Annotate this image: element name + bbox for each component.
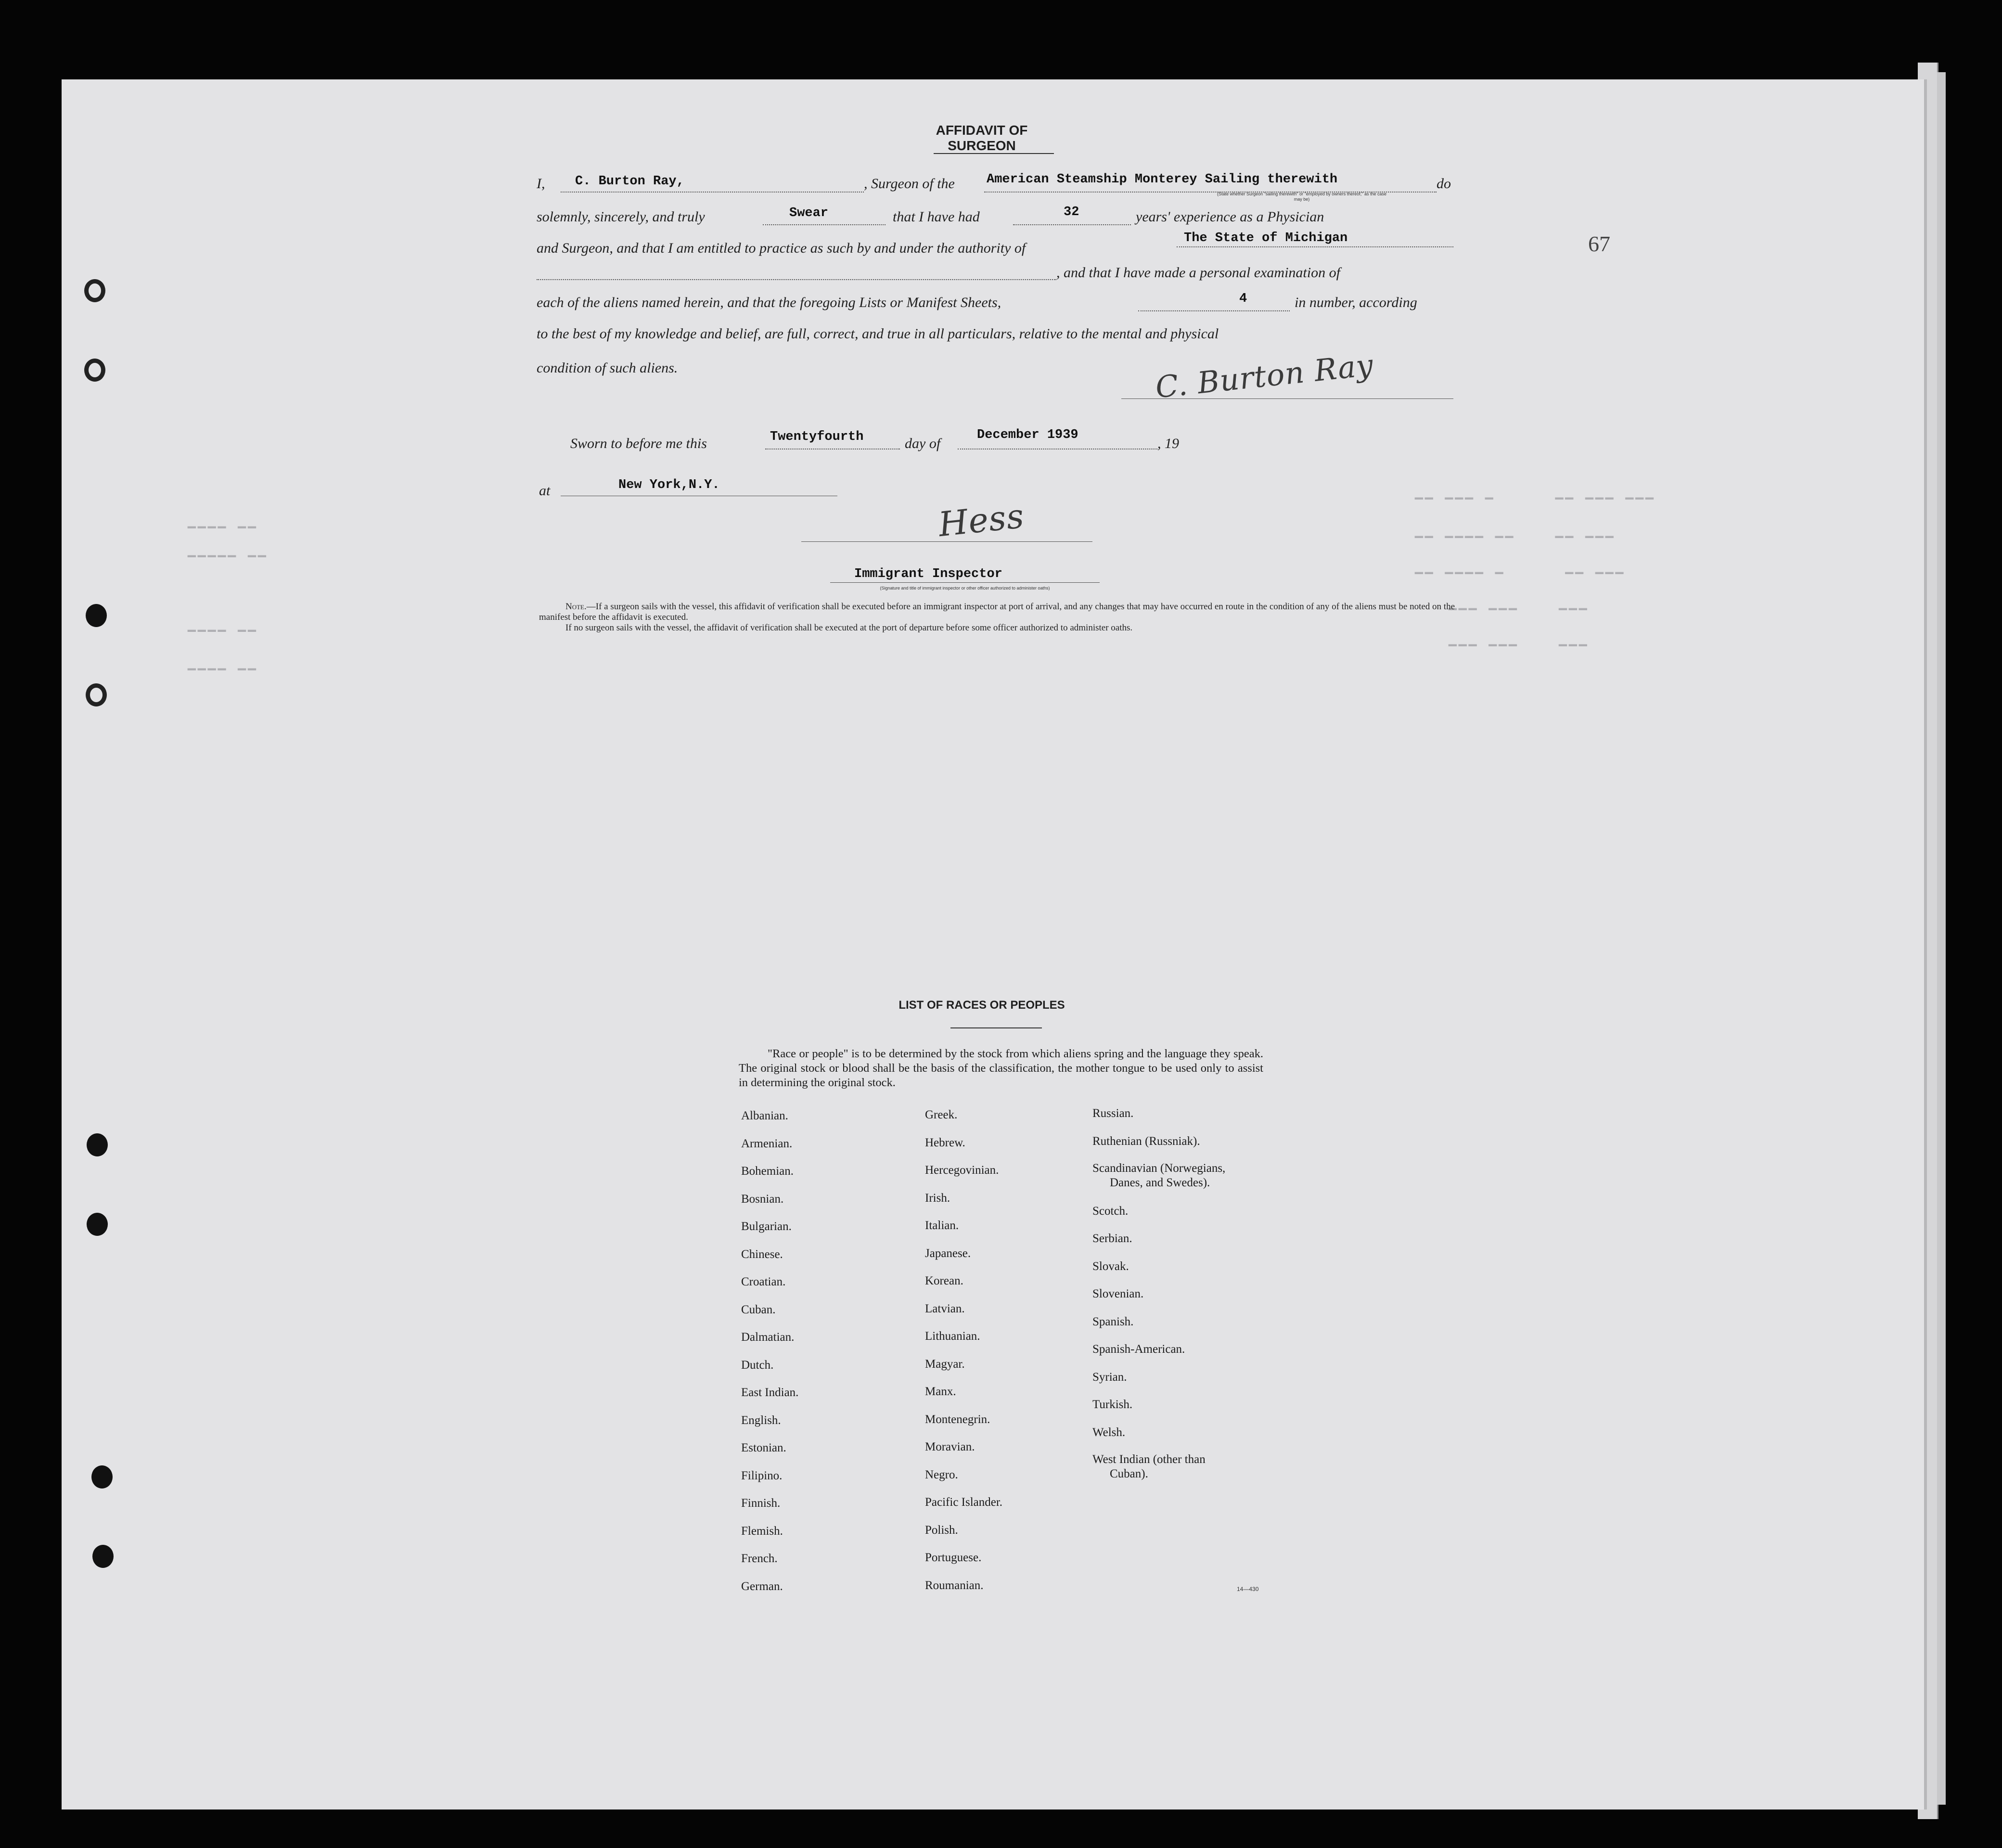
race-item: Filipino. — [741, 1469, 783, 1482]
race-item: Slovenian. — [1092, 1287, 1144, 1300]
sworn-place: New York,N.Y. — [618, 478, 720, 492]
race-item: Scotch. — [1092, 1204, 1129, 1218]
race-item: Hebrew. — [925, 1136, 965, 1149]
affidavit-text: do — [1437, 176, 1451, 192]
race-item: Magyar. — [925, 1357, 965, 1371]
punch-hole — [86, 604, 107, 627]
bleed-through: ▁▁▁▁ ▁▁ — [188, 656, 258, 671]
race-item: Moravian. — [925, 1440, 975, 1453]
vessel-caption: (State whether Surgeon "sailing therewith" or "employed by owners thereof," as the case may be) — [1217, 192, 1386, 202]
surgeon-signature: C. Burton Ray — [1154, 347, 1375, 405]
affidavit-note — [539, 602, 1458, 633]
affidavit-text: that I have had — [893, 209, 980, 225]
affidavit-text: at — [539, 483, 551, 499]
punch-hole — [84, 359, 105, 382]
page-number: 67 — [1588, 231, 1610, 256]
licensing-authority: The State of Michigan — [1184, 231, 1348, 245]
race-item: East Indian. — [741, 1386, 799, 1399]
bleed-through: ▁▁▁ ▁▁▁ ▁▁▁ — [1449, 632, 1589, 647]
races-intro: "Race or people" is to be determined by the stock from which aliens spring and the language they speak. The original stock or blood shall be the basis of the classification, the mother tongue to be used only to assist in determining the original stock. — [739, 1047, 1263, 1089]
sworn-day: Twentyfourth — [770, 430, 864, 444]
race-item: Greek. — [925, 1108, 958, 1121]
affidavit-text: , 19 — [1157, 436, 1179, 451]
races-column-1 — [741, 1102, 798, 1600]
affidavit-text: and Surgeon, and that I am entitled to practice as such by and under the authority of — [537, 240, 1026, 256]
race-item: German. — [741, 1579, 783, 1593]
race-item: Syrian. — [1092, 1370, 1127, 1384]
vessel-name: American Steamship Monterey Sailing therewith — [987, 172, 1338, 187]
affidavit-text: years' experience as a Physician — [1136, 209, 1324, 225]
race-item: French. — [741, 1552, 778, 1565]
affidavit-text: each of the aliens named herein, and that the foregoing Lists or Manifest Sheets, — [537, 295, 1001, 310]
race-item: Danes, and Swedes). — [1110, 1176, 1210, 1189]
punch-hole — [84, 279, 105, 302]
race-item: Estonian. — [741, 1441, 786, 1454]
bleed-through: ▁▁▁▁ ▁▁ — [188, 514, 258, 529]
race-item: Croatian. — [741, 1275, 786, 1288]
race-item: Latvian. — [925, 1302, 965, 1315]
punch-hole — [92, 1545, 114, 1568]
affidavit-text: day of — [905, 436, 941, 451]
race-item: Russian. — [1092, 1107, 1134, 1120]
affidavit-text: Sworn to before me this — [570, 436, 707, 451]
inspector-caption: (Signature and title of immigrant inspector or other officer authorized to administer oaths) — [880, 586, 1050, 590]
affidavit-text: solemnly, sincerely, and truly — [537, 209, 705, 225]
affidavit-text: in number, according — [1295, 295, 1417, 310]
note-text-1: —If a surgeon sails with the vessel, this affidavit of verification shall be executed before an immigrant inspector at port of arrival, and any changes that may have occurred en route in the condition of any of the aliens must be noted on the manifest before the affidavit is executed. — [539, 602, 1455, 622]
fill-line — [1177, 246, 1453, 247]
race-item: Portuguese. — [925, 1551, 982, 1564]
page-edge-back-2 — [1937, 72, 1946, 1805]
affidavit-text: , Surgeon of the — [864, 176, 955, 192]
affidavit-text: , and that I have made a personal examination of — [1056, 265, 1340, 281]
fill-line — [1138, 310, 1290, 311]
race-item: Irish. — [925, 1191, 950, 1205]
races-column-3 — [1092, 1100, 1225, 1489]
bleed-through: ▁▁▁▁ ▁▁ — [188, 618, 258, 633]
affidavit-text: condition of such aliens. — [537, 360, 678, 376]
race-item: Japanese. — [925, 1246, 971, 1260]
race-item: Bosnian. — [741, 1192, 784, 1206]
race-item: Scandinavian (Norwegians, — [1092, 1162, 1226, 1175]
affidavit-text: to the best of my knowledge and belief, are full, correct, and true in all particulars, relative to the mental and physical — [537, 326, 1219, 342]
punch-hole — [86, 683, 107, 706]
punch-hole — [91, 1465, 113, 1489]
race-item: Montenegrin. — [925, 1412, 990, 1426]
race-item: Hercegovinian. — [925, 1164, 999, 1177]
bleed-through: ▁▁ ▁▁▁▁ ▁ ▁▁ ▁▁▁ — [1415, 560, 1626, 575]
signature-line — [1121, 398, 1453, 399]
race-item: Spanish-American. — [1092, 1343, 1185, 1356]
affidavit-text: I, — [537, 176, 545, 192]
years-experience: 32 — [1064, 205, 1079, 219]
form-number: 14—430 — [1237, 1586, 1259, 1592]
race-item: Albanian. — [741, 1109, 788, 1122]
race-item: Bulgarian. — [741, 1220, 792, 1233]
note-text-2: If no surgeon sails with the vessel, the affidavit of verification shall be executed at the port of departure before some officer authorized to administer oaths. — [565, 623, 1133, 633]
race-item: Welsh. — [1092, 1425, 1126, 1439]
surgeon-name: C. Burton Ray, — [575, 174, 684, 189]
race-item: Italian. — [925, 1219, 959, 1232]
title-rule — [950, 1027, 1042, 1028]
bleed-through: ▁▁▁▁▁ ▁▁ — [188, 543, 268, 558]
races-title: LIST OF RACES OR PEOPLES — [898, 999, 1065, 1012]
punch-hole — [87, 1213, 108, 1236]
title-rule — [934, 153, 1054, 154]
bleed-through: ▁▁ ▁▁▁▁ ▁▁ ▁▁ ▁▁▁ — [1415, 524, 1616, 539]
sworn-month-year: December 1939 — [977, 428, 1078, 442]
race-item: English. — [741, 1413, 781, 1427]
race-item: Dalmatian. — [741, 1331, 795, 1344]
signature-line — [801, 541, 1092, 542]
race-item: West Indian (other than — [1092, 1453, 1206, 1466]
note-label: Note. — [565, 602, 587, 612]
race-item: Flemish. — [741, 1524, 783, 1538]
race-item: Chinese. — [741, 1247, 783, 1261]
race-item: Negro. — [925, 1468, 958, 1481]
fill-line — [537, 279, 1056, 280]
race-item: Polish. — [925, 1523, 958, 1537]
fill-line — [763, 224, 886, 225]
race-item: Ruthenian (Russniak). — [1092, 1134, 1200, 1148]
affidavit-title: AFFIDAVIT OF SURGEON — [936, 123, 1028, 153]
race-item: Spanish. — [1092, 1315, 1134, 1328]
races-column-2 — [925, 1101, 1002, 1599]
race-item: Manx. — [925, 1385, 956, 1398]
race-item: Cuban). — [1110, 1467, 1148, 1480]
bleed-through: ▁▁▁ ▁▁▁ ▁▁▁ — [1449, 596, 1589, 611]
bleed-through: ▁▁ ▁▁▁ ▁ ▁▁ ▁▁▁ ▁▁▁ — [1415, 486, 1656, 500]
sheet-count: 4 — [1239, 292, 1247, 306]
race-item: Bohemian. — [741, 1165, 794, 1178]
race-item: Slovak. — [1092, 1259, 1129, 1273]
race-item: Armenian. — [741, 1137, 793, 1150]
race-item: Finnish. — [741, 1497, 781, 1510]
race-item: Serbian. — [1092, 1232, 1132, 1245]
signature-line — [830, 582, 1100, 583]
race-item: Turkish. — [1092, 1398, 1133, 1411]
inspector-title: Immigrant Inspector — [854, 567, 1002, 581]
race-item: Korean. — [925, 1274, 963, 1287]
inspector-signature: Hess — [937, 496, 1027, 545]
race-item: Lithuanian. — [925, 1330, 980, 1343]
race-item: Roumanian. — [925, 1578, 984, 1592]
fill-line — [1013, 224, 1131, 225]
race-item: Pacific Islander. — [925, 1496, 1003, 1509]
race-item: Dutch. — [741, 1358, 774, 1372]
race-item: Cuban. — [741, 1303, 776, 1316]
oath-type: Swear — [789, 206, 829, 220]
punch-hole — [87, 1133, 108, 1156]
